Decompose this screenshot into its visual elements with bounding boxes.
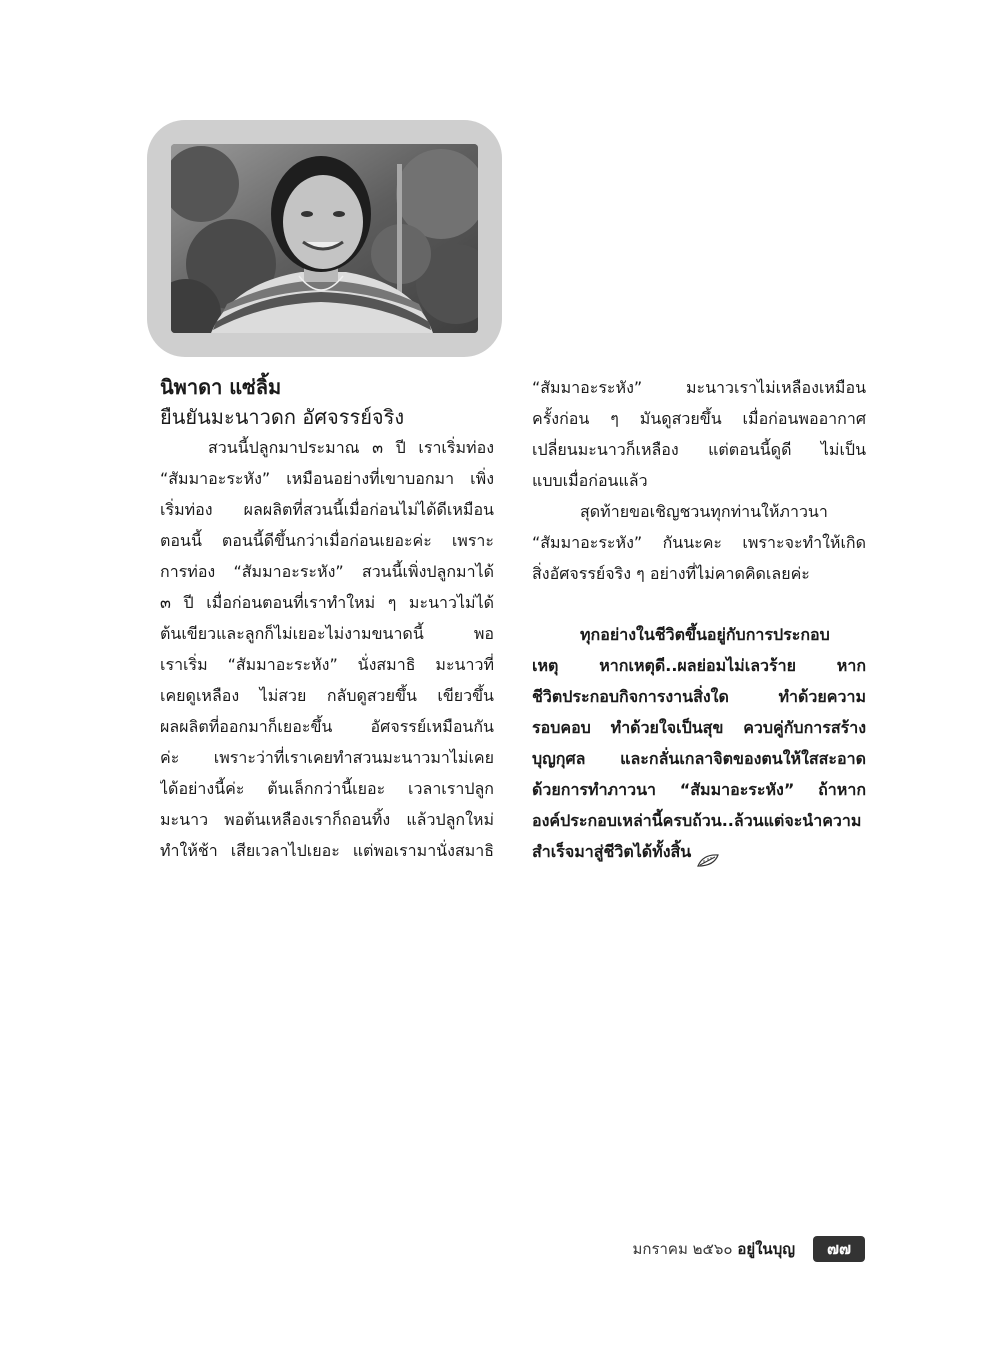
text-line: ได้อย่างนี้ค่ะ ต้นเล็กกว่านี้เยอะ เวลาเราปลูก <box>160 779 494 798</box>
right-paragraph-1 <box>532 372 866 496</box>
photo-frame <box>147 120 502 357</box>
footer-text <box>632 1238 795 1260</box>
quote-line: เหตุ หากเหตุดี..ผลย่อมไม่เลวร้าย หาก <box>532 656 866 675</box>
closing-quote <box>532 619 866 867</box>
text-line: เปลี่ยนมะนาวก็เหลือง แต่ตอนนี้ดูดี ไม่เป็น <box>532 440 866 459</box>
portrait-illustration <box>171 144 478 333</box>
leaf-icon <box>697 846 719 860</box>
text-line: แบบเมื่อก่อนแล้ว <box>532 471 648 490</box>
quote-line-text: สำเร็จมาสู่ชีวิตได้ทั้งสิ้น <box>532 842 692 861</box>
text-line: ผลผลิตที่ออกมาก็เยอะขึ้น อัศจรรย์เหมือนกัน <box>160 717 494 736</box>
text-line: ต้นเขียวและลูกก็ไม่เยอะไม่งามขนาดนี้ พอ <box>160 624 494 643</box>
text-line: เคยดูเหลือง ไม่สวย กลับดูสวยขึ้น เขียวขึ้น <box>160 686 494 705</box>
text-line: สิ่งอัศจรรย์จริง ๆ อย่างที่ไม่คาดคิดเลยค่ะ <box>532 564 810 583</box>
quote-line: ทุกอย่างในชีวิตขึ้นอยู่กับการประกอบ <box>580 625 830 644</box>
right-column <box>532 372 866 867</box>
quote-line-last <box>532 836 866 867</box>
text-line: ทำให้ช้า เสียเวลาไปเยอะ แต่พอเรามานั่งสมาธิ <box>160 841 494 860</box>
text-line: สวนนี้ปลูกมาประมาณ ๓ ปี เราเริ่มท่อง <box>208 438 494 457</box>
quote-line: บุญกุศล และกลั่นเกลาจิตของตนให้ใสสะอาด <box>532 749 866 768</box>
author-photo <box>171 144 478 333</box>
text-line: มะนาว พอต้นเหลืองเราก็ถอนทิ้ง แล้วปลูกใหม่ <box>160 810 494 829</box>
text-line: “สัมมาอะระหัง” เหมือนอย่างที่เขาบอกมา เพิ่ง <box>160 469 494 488</box>
page-number: ๗๗ <box>813 1236 865 1262</box>
quote-line: รอบคอบ ทำด้วยใจเป็นสุข ควบคู่กับการสร้าง <box>532 718 866 737</box>
text-line: เริ่มท่อง ผลผลิตที่สวนนี้เมื่อก่อนไม่ได้ดีเหมือน <box>160 500 494 519</box>
page-footer <box>560 1236 865 1262</box>
left-column <box>160 372 494 866</box>
text-line: “สัมมาอะระหัง” มะนาวเราไม่เหลืองเหมือน <box>532 378 866 397</box>
quote-line: ชีวิตประกอบกิจการงานสิ่งใด ทำด้วยความ <box>532 687 866 706</box>
article-subtitle: ยืนยันมะนาวดก อัศจรรย์จริง <box>160 405 405 429</box>
issue-date: มกราคม ๒๕๖๐ <box>632 1240 733 1258</box>
right-paragraph-2 <box>532 496 866 589</box>
magazine-name: อยู่ในบุญ <box>737 1240 795 1258</box>
text-line: ครั้งก่อน ๆ มันดูสวยขึ้น เมื่อก่อนพออากาศ <box>532 409 866 428</box>
text-line: “สัมมาอะระหัง” กันนะคะ เพราะจะทำให้เกิด <box>532 533 866 552</box>
text-line: เราเริ่ม “สัมมาอะระหัง” นั่งสมาธิ มะนาวที่ <box>160 655 494 674</box>
author-name: นิพาดา แซ่ลิ้ม <box>160 375 282 399</box>
text-line: ตอนนี้ ตอนนี้ดีขึ้นกว่าเมื่อก่อนเยอะค่ะ เพราะ <box>160 531 494 550</box>
text-line: การท่อง “สัมมาอะระหัง” สวนนี้เพิ่งปลูกมาได้ <box>160 562 494 581</box>
text-line: ค่ะ เพราะว่าที่เราเคยทำสวนมะนาวมาไม่เคย <box>160 748 494 767</box>
left-paragraph <box>160 432 494 866</box>
quote-line: องค์ประกอบเหล่านี้ครบถ้วน..ล้วนแต่จะนำความ <box>532 811 862 830</box>
text-line: ๓ ปี เมื่อก่อนตอนที่เราทำใหม่ ๆ มะนาวไม่ได้ <box>160 593 494 612</box>
quote-line: ด้วยการทำภาวนา “สัมมาอะระหัง” ถ้าหาก <box>532 780 866 799</box>
text-line: สุดท้ายขอเชิญชวนทุกท่านให้ภาวนา <box>580 502 828 521</box>
